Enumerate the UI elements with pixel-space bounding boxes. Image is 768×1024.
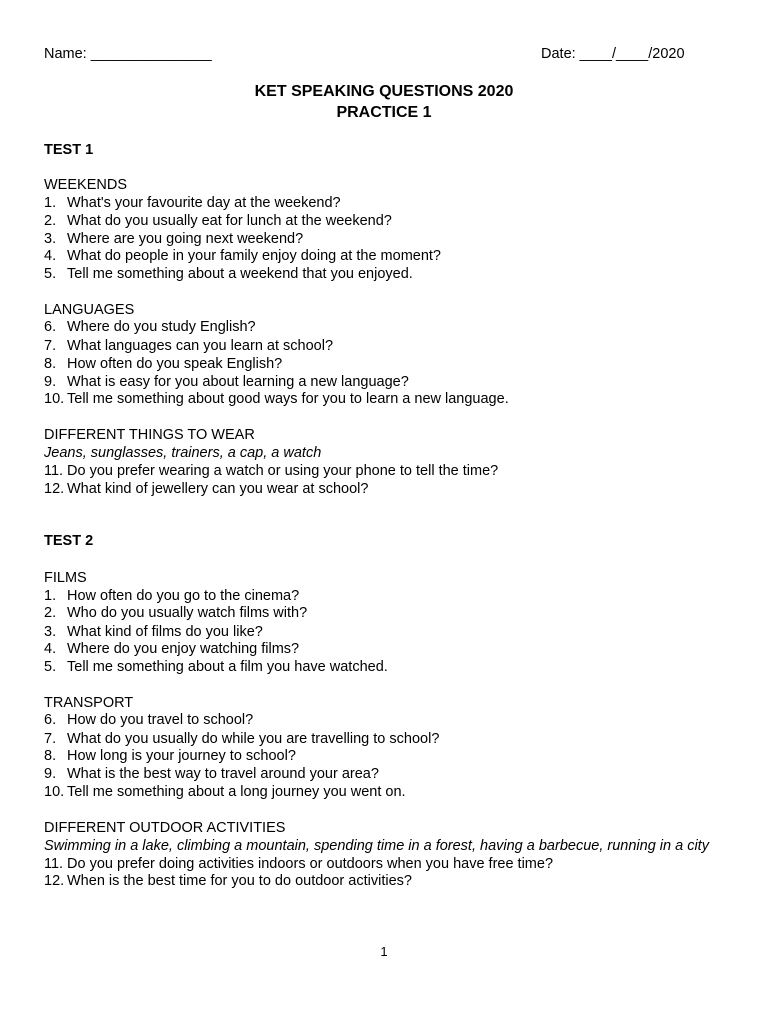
question-item: 10. Tell me something about good ways for you to learn a new language. [44, 391, 509, 407]
test2-section-transport-title: TRANSPORT [44, 695, 134, 711]
test2-heading: TEST 2 [44, 533, 94, 549]
question-item: 5. Tell me something about a film you have watched. [44, 659, 388, 675]
test2-section-films-title: FILMS [44, 570, 87, 586]
question-item: 12. What kind of jewellery can you wear at school? [44, 481, 369, 497]
question-item: 6. Where do you study English? [44, 319, 256, 335]
question-item: 6. How do you travel to school? [44, 712, 254, 728]
question-item: 1. How often do you go to the cinema? [44, 588, 300, 604]
document-title: KET SPEAKING QUESTIONS 2020 [254, 83, 514, 100]
test2-section-outdoor-title: DIFFERENT OUTDOOR ACTIVITIES [44, 820, 286, 836]
page-number: 1 [380, 944, 388, 959]
question-item: 8. How often do you speak English? [44, 356, 283, 372]
question-item: 10. Tell me something about a long journey you went on. [44, 784, 406, 800]
question-item: 12. When is the best time for you to do outdoor activities? [44, 873, 412, 889]
question-item: 3. What kind of films do you like? [44, 624, 263, 640]
test2-section-outdoor-prompt: Swimming in a lake, climbing a mountain, spending time in a forest, having a barbecue, running in a city [44, 838, 709, 854]
question-item: 7. What languages can you learn at school? [44, 338, 334, 354]
document-subtitle: PRACTICE 1 [336, 104, 432, 121]
question-item: 11. Do you prefer doing activities indoors or outdoors when you have free time? [44, 856, 554, 872]
question-item: 4. Where do you enjoy watching films? [44, 641, 300, 657]
question-item: 5. Tell me something about a weekend that you enjoyed. [44, 266, 413, 282]
question-item: 2. What do you usually eat for lunch at the weekend? [44, 213, 392, 229]
question-item: 9. What is the best way to travel around your area? [44, 766, 379, 782]
question-item: 2. Who do you usually watch films with? [44, 605, 308, 621]
test1-section-languages-title: LANGUAGES [44, 302, 135, 318]
date-field-label: Date: ____/____/2020 [541, 46, 685, 62]
question-item: 8. How long is your journey to school? [44, 748, 296, 764]
question-item: 1. What's your favourite day at the weekend? [44, 195, 341, 211]
name-field-label: Name: _______________ [44, 46, 212, 62]
question-item: 7. What do you usually do while you are travelling to school? [44, 731, 440, 747]
question-item: 9. What is easy for you about learning a new language? [44, 374, 409, 390]
question-item: 4. What do people in your family enjoy doing at the moment? [44, 248, 441, 264]
question-item: 3. Where are you going next weekend? [44, 231, 304, 247]
test1-section-wear-prompt: Jeans, sunglasses, trainers, a cap, a watch [44, 445, 322, 461]
test1-heading: TEST 1 [44, 142, 94, 158]
test1-section-weekends-title: WEEKENDS [44, 177, 127, 193]
question-item: 11. Do you prefer wearing a watch or using your phone to tell the time? [44, 463, 499, 479]
test1-section-wear-title: DIFFERENT THINGS TO WEAR [44, 427, 255, 443]
